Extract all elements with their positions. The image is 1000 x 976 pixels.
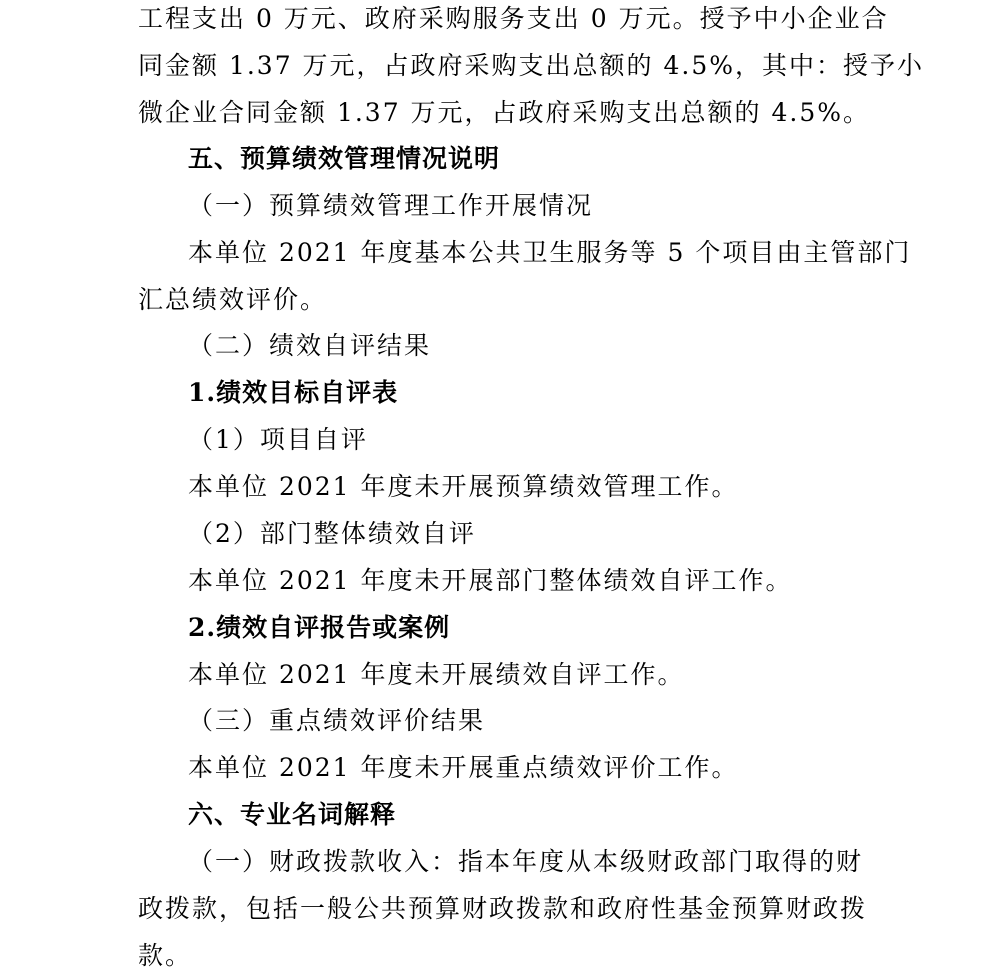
item-heading-project: （1）项目自评 (188, 425, 368, 454)
paragraph-line-6: 本单位 2021 年度未开展预算绩效管理工作。 (188, 472, 739, 501)
paragraph-line-10: （一）财政拨款收入：指本年度从本级财政部门取得的财 (188, 847, 864, 876)
subheading-performance-table: 1.绩效目标自评表 (188, 378, 399, 407)
paragraph-line-8: 本单位 2021 年度未开展绩效自评工作。 (188, 660, 685, 689)
subsection-heading-3: （三）重点绩效评价结果 (188, 706, 486, 735)
subsection-heading-1: （一）预算绩效管理工作开展情况 (188, 191, 594, 220)
paragraph-line-1: 工程支出 0 万元、政府采购服务支出 0 万元。授予中小企业合 (138, 4, 889, 33)
subsection-heading-2: （二）绩效自评结果 (188, 331, 432, 360)
paragraph-line-9: 本单位 2021 年度未开展重点绩效评价工作。 (188, 753, 739, 782)
paragraph-line-5: 汇总绩效评价。 (138, 285, 328, 314)
section-heading-five: 五、预算绩效管理情况说明 (188, 144, 501, 173)
paragraph-line-3: 微企业合同金额 1.37 万元，占政府采购支出总额的 4.5%。 (138, 98, 871, 127)
item-heading-department: （2）部门整体绩效自评 (188, 519, 476, 548)
paragraph-line-7: 本单位 2021 年度未开展部门整体绩效自评工作。 (188, 566, 793, 595)
paragraph-line-4: 本单位 2021 年度基本公共卫生服务等 5 个项目由主管部门 (188, 238, 912, 267)
paragraph-line-2: 同金额 1.37 万元，占政府采购支出总额的 4.5%，其中：授予小 (138, 51, 925, 80)
subheading-report: 2.绩效自评报告或案例 (188, 613, 451, 642)
section-heading-six: 六、专业名词解释 (188, 800, 397, 829)
paragraph-line-12: 款。 (138, 941, 193, 970)
paragraph-line-11: 政拨款，包括一般公共预算财政拨款和政府性基金预算财政拨 (138, 894, 868, 923)
